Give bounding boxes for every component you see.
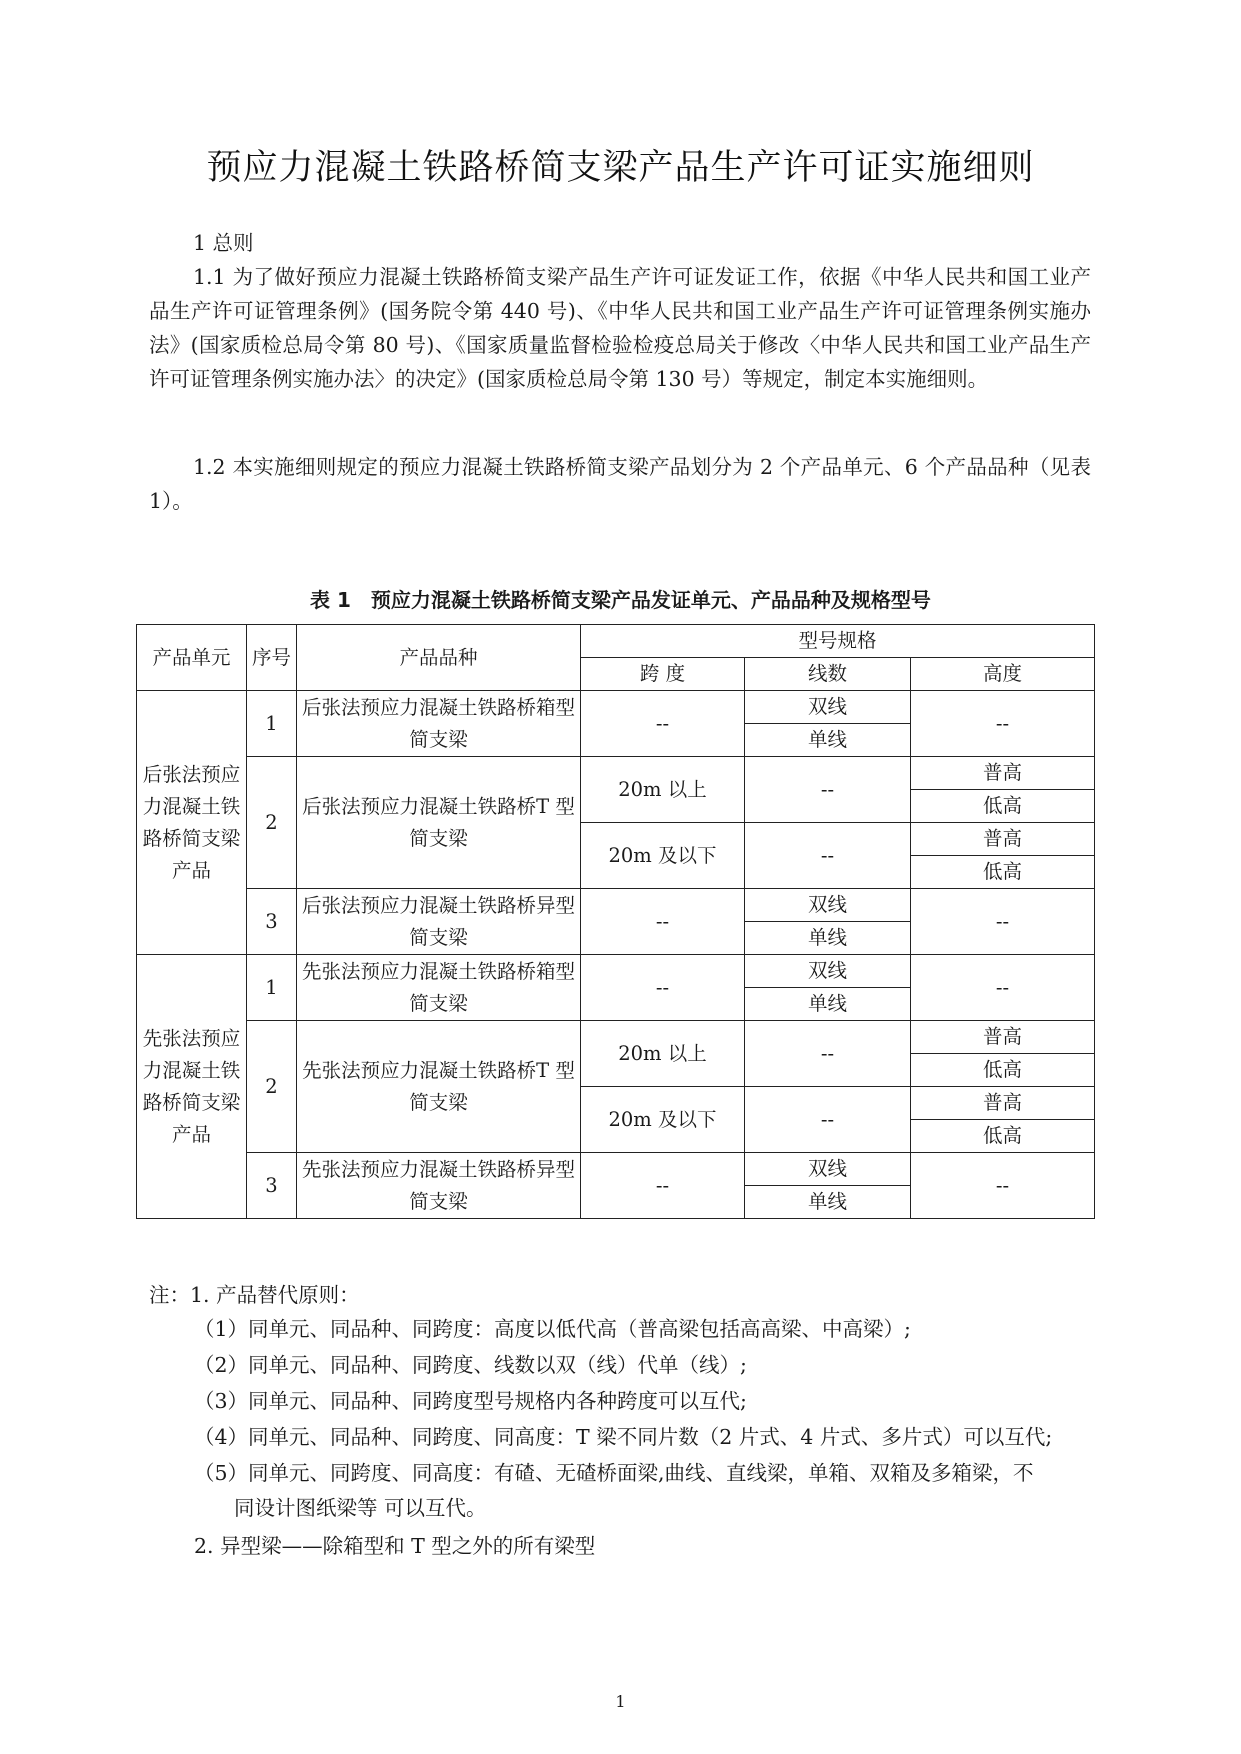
span-cell: -- [581,955,745,1021]
height-cell: 普高 [911,823,1095,856]
lines-cell: -- [745,757,911,823]
height-cell: -- [911,1153,1095,1219]
height-cell: 低高 [911,790,1095,823]
height-cell: -- [911,889,1095,955]
section-heading: 1 总则 [193,231,254,255]
height-cell: 普高 [911,1087,1095,1120]
height-cell: 普高 [911,1021,1095,1054]
span-cell: -- [581,1153,745,1219]
height-cell: -- [911,691,1095,757]
variety-seq: 3 [247,889,297,955]
variety-name: 先张法预应力混凝土铁路桥T 型简支梁 [297,1021,581,1153]
notes-heading: 注：1. 产品替代原则： [149,1283,360,1307]
variety-seq: 3 [247,1153,297,1219]
paragraph-1-2: 1.2 本实施细则规定的预应力混凝土铁路桥简支梁产品划分为 2 个产品单元、6 个产品品种（见表 1）。 [149,455,1091,513]
variety-name: 后张法预应力混凝土铁路桥箱型简支梁 [297,691,581,757]
page-title: 预应力混凝土铁路桥简支梁产品生产许可证实施细则 [206,148,1035,188]
note-item: 同设计图纸梁等 可以互代。 [234,1496,487,1520]
span-cell: -- [581,889,745,955]
spec-table [136,624,1095,1219]
height-cell: 低高 [911,1054,1095,1087]
header-height: 高度 [911,658,1095,691]
height-cell: 低高 [911,856,1095,889]
span-cell: 20m 及以下 [581,823,745,889]
lines-cell: 双线 [745,955,911,988]
span-cell: -- [581,691,745,757]
variety-seq: 1 [247,955,297,1021]
lines-cell: 双线 [745,691,911,724]
note-item: （1）同单元、同品种、同跨度：高度以低代高（普高梁包括高高梁、中高梁）; [194,1317,911,1341]
lines-cell: -- [745,1021,911,1087]
lines-cell: -- [745,823,911,889]
header-unit: 产品单元 [137,625,247,691]
note-item: （4）同单元、同品种、同跨度、同高度：T 梁不同片数（2 片式、4 片式、多片式）可以互代; [194,1425,1053,1449]
lines-cell: 单线 [745,988,911,1021]
variety-name: 后张法预应力混凝土铁路桥异型简支梁 [297,889,581,955]
variety-seq: 2 [247,757,297,889]
variety-name: 后张法预应力混凝土铁路桥T 型简支梁 [297,757,581,889]
variety-name: 先张法预应力混凝土铁路桥异型简支梁 [297,1153,581,1219]
page-number: 1 [615,1692,626,1711]
lines-cell: 双线 [745,889,911,922]
variety-name: 先张法预应力混凝土铁路桥箱型简支梁 [297,955,581,1021]
unit-name: 先张法预应力混凝土铁路桥简支梁产品 [137,955,247,1219]
height-cell: 低高 [911,1120,1095,1153]
lines-cell: 单线 [745,922,911,955]
unit-name: 后张法预应力混凝土铁路桥简支梁产品 [137,691,247,955]
height-cell: 普高 [911,757,1095,790]
paragraph-1-1: 1.1 为了做好预应力混凝土铁路桥简支梁产品生产许可证发证工作，依据《中华人民共和国工业产品生产许可证管理条例》(国务院令第 440 号)、《中华人民共和国工业产品生产许可证管理条例实施办法》(国家质检总局令第 80 号)、《国家质量监督检验检疫总局关于修改〈中华人民共和国工业产品生产许可证管理条例实施办法〉的决定》(国家质检总局令第 130 号）等规定，制定本实施细则。 [149,265,1091,391]
note-item-2: 2. 异型梁——除箱型和 T 型之外的所有梁型 [194,1534,596,1558]
note-item: （5）同单元、同跨度、同高度：有碴、无碴桥面梁,曲线、直线梁，单箱、双箱及多箱梁，不 [194,1461,1034,1485]
header-span: 跨 度 [581,658,745,691]
variety-seq: 1 [247,691,297,757]
header-lines: 线数 [745,658,911,691]
header-seq: 序号 [247,625,297,691]
span-cell: 20m 及以下 [581,1087,745,1153]
lines-cell: 双线 [745,1153,911,1186]
lines-cell: 单线 [745,1186,911,1219]
lines-cell: -- [745,1087,911,1153]
header-spec: 型号规格 [581,625,1095,658]
note-item: （2）同单元、同品种、同跨度、线数以双（线）代单（线）; [194,1353,747,1377]
span-cell: 20m 以上 [581,1021,745,1087]
lines-cell: 单线 [745,724,911,757]
note-item: （3）同单元、同品种、同跨度型号规格内各种跨度可以互代; [194,1389,747,1413]
header-variety: 产品品种 [297,625,581,691]
variety-seq: 2 [247,1021,297,1153]
table-caption: 表 1 预应力混凝土铁路桥简支梁产品发证单元、产品品种及规格型号 [310,588,931,612]
height-cell: -- [911,955,1095,1021]
span-cell: 20m 以上 [581,757,745,823]
